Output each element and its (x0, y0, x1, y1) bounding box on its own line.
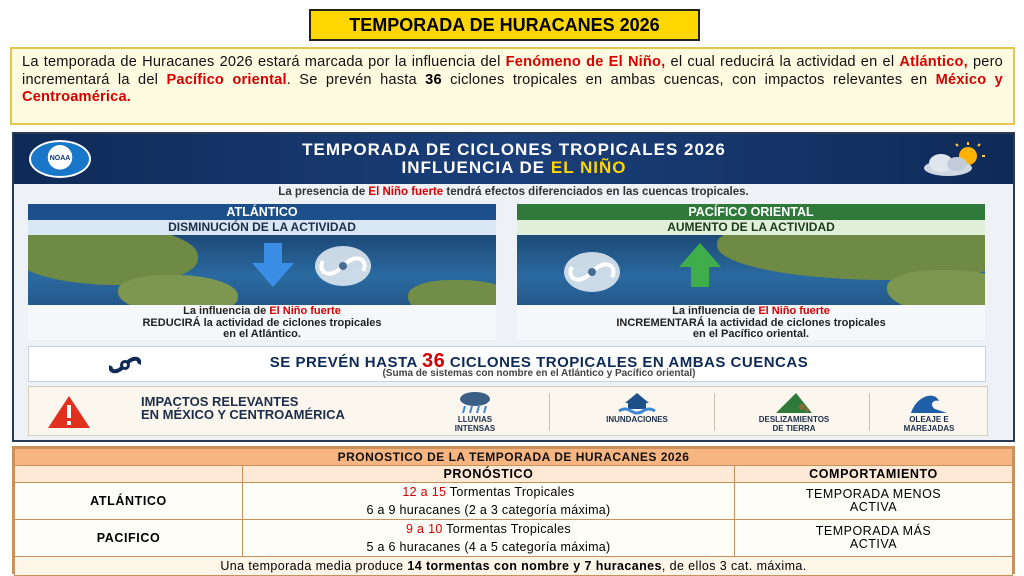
intro-paragraph: La temporada de Huracanes 2026 estará marcada por la influencia del Fenómeno de El Niño, el cual reducirá la actividad en el Atlántico, pero incrementará la del Pacífico oriental. Se prevén hasta 36 ciclones tropicales en ambas cuencas, con impactos relevantes en México y Centroamérica. (10, 47, 1015, 125)
wave-icon (909, 391, 949, 415)
forecast-cell: 9 a 10 Tormentas Tropicales 5 a 6 huracanes (4 a 5 categoría máxima) (243, 520, 735, 557)
table-row (15, 520, 1013, 557)
pacific-heading: PACÍFICO ORIENTAL (517, 204, 985, 220)
impacts-strip (28, 386, 988, 436)
table-footnote: Una temporada media produce 14 tormentas con nombre y 7 huracanes, de ellos 3 cat. máxima. (15, 557, 1013, 576)
hurricane-icon (313, 241, 373, 291)
atlantic-heading: ATLÁNTICO (28, 204, 496, 220)
atlantic-panel (28, 204, 496, 340)
atlantic-description: La influencia de El Niño fuerte REDUCIRÁ la actividad de ciclones tropicales en el Atlántico. (28, 305, 496, 340)
column-header-behavior: COMPORTAMIENTO (735, 466, 1013, 483)
sun-cloud-icon (913, 142, 993, 178)
impacts-title: IMPACTOS RELEVANTES EN MÉXICO Y CENTROAMÉRICA (141, 394, 345, 422)
pacific-subtitle: AUMENTO DE LA ACTIVIDAD (517, 220, 985, 235)
infographic (12, 132, 1015, 442)
basin-name: ATLÁNTICO (15, 483, 243, 520)
atlantic-subtitle: DISMINUCIÓN DE LA ACTIVIDAD (28, 220, 496, 235)
noaa-logo: NOAA (29, 140, 91, 178)
behavior-cell: TEMPORADA MÁS ACTIVA (735, 520, 1013, 557)
rain-cloud-icon (455, 391, 495, 415)
impact-floods: INUNDACIONES (587, 391, 687, 424)
landslide-icon (774, 391, 814, 415)
infographic-header (14, 134, 1013, 184)
cyclones-banner (28, 346, 986, 382)
flood-house-icon (617, 391, 657, 415)
infographic-subtitle: INFLUENCIA DE EL NIÑO (401, 158, 627, 177)
forecast-table-caption: PRONOSTICO DE LA TEMPORADA DE HURACANES 2026 (15, 449, 1013, 466)
arrow-down-icon (250, 243, 296, 287)
atlantic-map (28, 235, 496, 305)
cyclones-note: (Suma de sistemas con nombre en el Atlántico y Pacífico oriental) (382, 368, 696, 379)
hurricane-icon (547, 247, 637, 297)
impact-heavy-rain: LLUVIAS INTENSAS (425, 391, 525, 433)
impact-waves: OLEAJE E MAREJADAS (879, 391, 979, 433)
page-title: TEMPORADA DE HURACANES 2026 (309, 9, 700, 41)
arrow-up-icon (677, 243, 723, 287)
pacific-map (517, 235, 985, 305)
cyclones-count-text: SE PREVÉN HASTA 36 CICLONES TROPICALES EN AMBAS CUENCAS (269, 350, 809, 372)
pacific-description: La influencia de El Niño fuerte INCREMENTARÁ la actividad de ciclones tropicales en el Pacífico oriental. (517, 305, 985, 340)
infographic-title: TEMPORADA DE CICLONES TROPICALES 2026 (302, 140, 726, 159)
pacific-panel (517, 204, 985, 340)
cyclone-symbol-icon (109, 352, 141, 378)
table-row (15, 483, 1013, 520)
presence-text: La presencia de El Niño fuerte tendrá efectos diferenciados en las cuencas tropicales. (278, 186, 749, 198)
forecast-cell: 12 a 15 Tormentas Tropicales 6 a 9 huracanes (2 a 3 categoría máxima) (243, 483, 735, 520)
warning-icon (47, 395, 91, 429)
column-header-forecast: PRONÓSTICO (243, 466, 735, 483)
forecast-table (12, 446, 1015, 574)
impact-landslides: DESLIZAMIENTOS DE TIERRA (744, 391, 844, 433)
behavior-cell: TEMPORADA MENOS ACTIVA (735, 483, 1013, 520)
basin-name: PACIFICO (15, 520, 243, 557)
